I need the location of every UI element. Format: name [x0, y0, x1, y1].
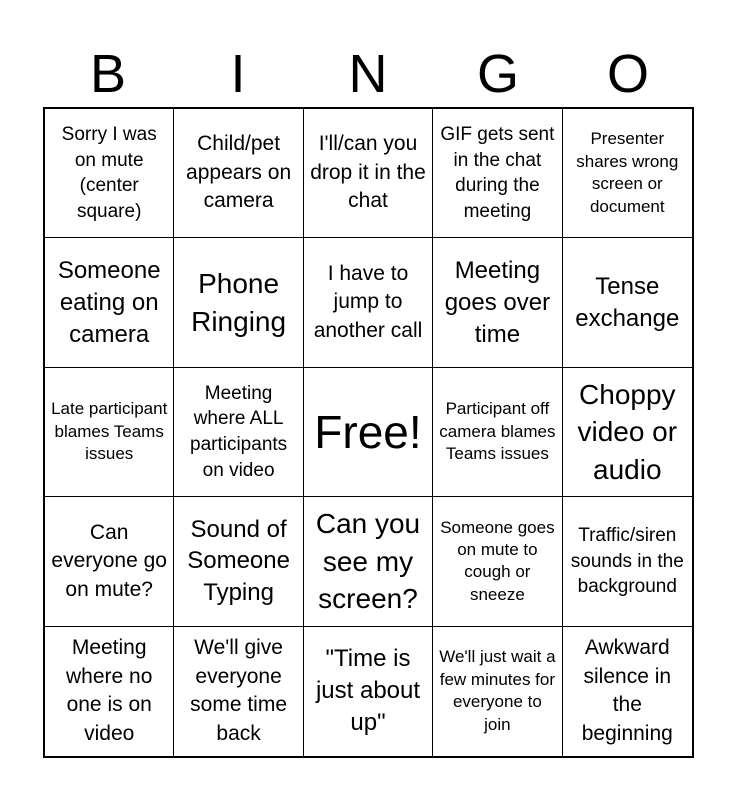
- bingo-cell-text: Awkward silence in the beginning: [581, 636, 673, 745]
- bingo-cell-r2-c1[interactable]: [45, 238, 174, 367]
- bingo-cell-r5-c1[interactable]: [45, 627, 174, 756]
- header-letter-o: O: [606, 44, 649, 104]
- bingo-cell-r4-c5[interactable]: [563, 497, 692, 626]
- bingo-cell-r1-c5[interactable]: [563, 109, 692, 238]
- bingo-cell-r2-c2[interactable]: [174, 238, 303, 367]
- bingo-cell-r5-c3[interactable]: [304, 627, 433, 756]
- bingo-cell-r2-c3[interactable]: [304, 238, 433, 367]
- bingo-cell-r4-c1[interactable]: [45, 497, 174, 626]
- free-space-text: Free!: [314, 405, 422, 458]
- bingo-cell-text: Presenter shares wrong screen or document: [576, 129, 679, 216]
- bingo-cell-text: Meeting where no one is on video: [66, 636, 153, 745]
- bingo-cell-r3-c5[interactable]: [563, 368, 692, 497]
- header-letter-i: I: [230, 44, 246, 104]
- bingo-cell-text: Traffic/siren sounds in the background: [570, 524, 684, 598]
- bingo-cell-r3-c2[interactable]: [174, 368, 303, 497]
- bingo-cell-text: Someone eating on camera: [57, 256, 161, 348]
- bingo-cell-text: Someone goes on mute to cough or sneeze: [440, 517, 555, 604]
- bingo-cell-text: We'll just wait a few minutes for everyone to join: [439, 647, 556, 734]
- header-letter-b: B: [89, 44, 127, 104]
- bingo-cell-text: Phone Ringing: [191, 268, 287, 337]
- bingo-cell-r5-c5[interactable]: [563, 627, 692, 756]
- bingo-cell-text: I have to jump to another call: [313, 261, 423, 342]
- bingo-cell-text: Late participant blames Teams issues: [51, 399, 168, 464]
- bingo-cell-r4-c3[interactable]: [304, 497, 433, 626]
- header-letter-g: G: [476, 44, 519, 104]
- bingo-cell-r3-c4[interactable]: [433, 368, 562, 497]
- bingo-cell-r4-c2[interactable]: [174, 497, 303, 626]
- bingo-cell-text: Sound of Someone Typing: [187, 515, 290, 607]
- bingo-board: [43, 107, 694, 758]
- bingo-cell-free[interactable]: [304, 368, 433, 497]
- bingo-cell-r5-c4[interactable]: [433, 627, 562, 756]
- bingo-cell-r1-c2[interactable]: [174, 109, 303, 238]
- bingo-cell-text: Sorry I was on mute (center square): [61, 123, 157, 222]
- bingo-cell-r1-c4[interactable]: [433, 109, 562, 238]
- bingo-cell-text: Meeting where ALL participants on video: [190, 382, 288, 481]
- bingo-cell-r3-c1[interactable]: [45, 368, 174, 497]
- bingo-cell-r2-c5[interactable]: [563, 238, 692, 367]
- bingo-cell-text: Choppy video or audio: [577, 378, 678, 485]
- bingo-cell-r4-c4[interactable]: [433, 497, 562, 626]
- bingo-cell-text: "Time is just about up": [315, 645, 421, 737]
- bingo-cell-text: Child/pet appears on camera: [186, 132, 292, 213]
- bingo-cell-text: GIF gets sent in the chat during the meeting: [440, 123, 555, 222]
- bingo-cell-r5-c2[interactable]: [174, 627, 303, 756]
- bingo-cell-r1-c3[interactable]: [304, 109, 433, 238]
- bingo-cell-r1-c1[interactable]: [45, 109, 174, 238]
- bingo-cell-text: Can you see my screen?: [315, 508, 421, 615]
- bingo-cell-text: We'll give everyone some time back: [190, 636, 288, 745]
- bingo-cell-text: Tense exchange: [575, 272, 680, 332]
- bingo-cell-text: Meeting goes over time: [444, 256, 551, 348]
- bingo-cell-r2-c4[interactable]: [433, 238, 562, 367]
- bingo-cell-text: I'll/can you drop it in the chat: [310, 132, 426, 213]
- bingo-header: [43, 40, 693, 108]
- header-letter-n: N: [348, 44, 388, 104]
- bingo-cell-text: Can everyone go on mute?: [51, 520, 167, 601]
- bingo-cell-text: Participant off camera blames Teams issues: [439, 399, 556, 464]
